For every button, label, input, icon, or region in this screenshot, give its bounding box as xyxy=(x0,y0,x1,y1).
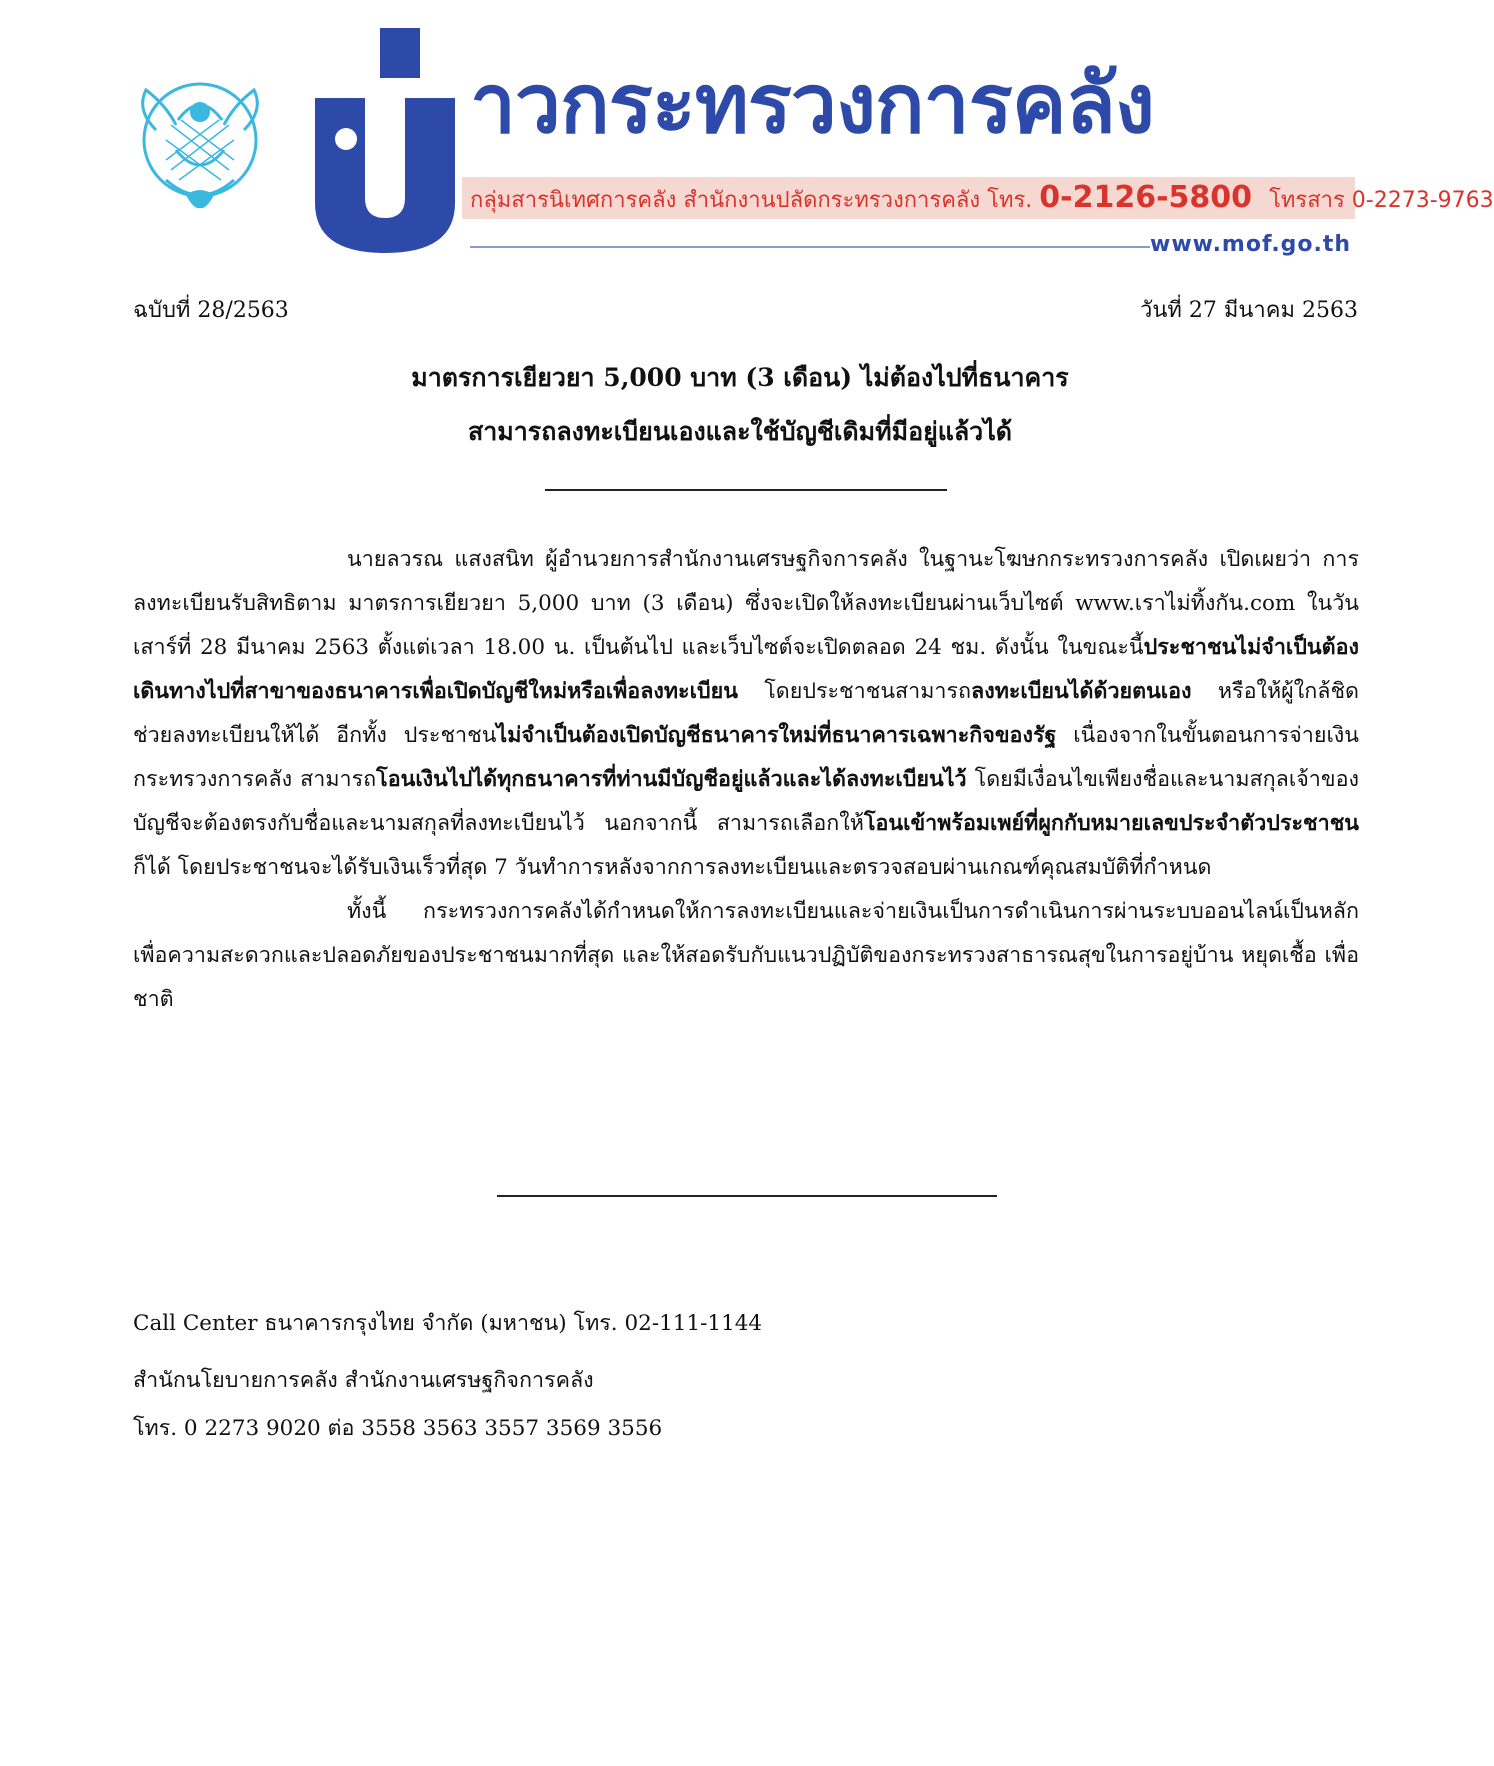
p1-bold-3: ไม่จำเป็นต้องเปิดบัญชีธนาคารใหม่ที่ธนาคารเฉพาะกิจของรัฐ xyxy=(496,723,1057,748)
article-body xyxy=(133,538,1359,1022)
paragraph-1 xyxy=(133,538,1359,890)
masthead-initial xyxy=(310,28,460,253)
headline-rule xyxy=(545,489,947,491)
issue-number: ฉบับที่ 28/2563 xyxy=(133,298,289,323)
headline-line-2: สามารถลงทะเบียนเองและใช้บัญชีเดิมที่มีอยู่แล้วได้ xyxy=(467,417,1013,446)
masthead-phone: 0-2126-5800 xyxy=(1039,180,1253,215)
p1-text-3: หรือให้ผู้ใกล้ชิดช่วยลงทะเบียนให้ได้ อีกทั้ง ประชาชน xyxy=(133,679,1359,748)
p1-bold-1: ประชาชนไม่จำเป็นต้องเดินทางไปที่สาขาของธนาคารเพื่อเปิดบัญชีใหม่หรือเพื่อลงทะเบียน xyxy=(133,635,1359,704)
masthead-title xyxy=(470,57,1154,152)
headline-line-1: มาตรการเยียวยา 5,000 บาท (3 เดือน) ไม่ต้องไปที่ธนาคาร xyxy=(411,363,1069,392)
paragraph-2: ทั้งนี้ กระทรวงการคลังได้กำหนดให้การลงทะเบียนและจ่ายเงินเป็นการดำเนินการผ่านระบบออนไลน์เป็นหลัก เพื่อความสะดวกและปลอดภัยของประชาชนมากที่สุด และให้สอดรับกับแนวปฏิบัติของกระทรวงสาธารณสุขในการอยู่บ้าน หยุดเชื้อ เพื่อชาติ xyxy=(133,899,1359,1012)
masthead-website: www.mof.go.th xyxy=(1150,232,1352,257)
p1-bold-4: โอนเงินไปได้ทุกธนาคารที่ท่านมีบัญชีอยู่แล้วและได้ลงทะเบียนไว้ xyxy=(376,767,967,792)
call-center-contact: Call Center ธนาคารกรุงไทย จำกัด (มหาชน) โทร. 02-111-1144 xyxy=(133,1311,763,1336)
p1-text-4: เนื่องจากในขั้นตอนการจ่ายเงิน กระทรวงการคลัง สามารถ xyxy=(133,723,1359,792)
p1-bold-2: ลงทะเบียนได้ด้วยตนเอง xyxy=(971,679,1192,704)
p1-bold-5: โอนเข้าพร้อมเพย์ที่ผูกกับหมายเลขประจำตัวประชาชน xyxy=(863,811,1359,836)
p1-text-2: โดยประชาชนสามารถ xyxy=(737,679,972,704)
ministry-emblem-icon xyxy=(126,70,274,218)
masthead-initial-text xyxy=(310,28,311,29)
masthead-logo-text xyxy=(0,0,9,1)
masthead-title-text: าวกระทรวงการคลัง xyxy=(470,57,1154,152)
closing-rule xyxy=(497,1195,997,1197)
masthead-contact-prefix: กลุ่มสารนิเทศการคลัง สำนักงานปลัดกระทรวงการคลัง โทร. xyxy=(470,188,1033,213)
p1-text-5: โดยมีเงื่อนไขเพียงชื่อและนามสกุลเจ้าของบัญชีจะต้องตรงกับชื่อและนามสกุลที่ลงทะเบียนไว้ นอกจากนี้ สามารถเลือกให้ xyxy=(133,767,1359,836)
release-date: วันที่ 27 มีนาคม 2563 xyxy=(1140,298,1358,323)
masthead-contact-bar xyxy=(462,177,1494,219)
p1-text-6: ก็ได้ โดยประชาชนจะได้รับเงินเร็วที่สุด 7 วันทำการหลังจากการลงทะเบียนและตรวจสอบผ่านเกณฑ์คุณสมบัติที่กำหนด xyxy=(133,855,1212,880)
p1-text-1: นายลวรณ แสงสนิท ผู้อำนวยการสำนักงานเศรษฐกิจการคลัง ในฐานะโฆษกกระทรวงการคลัง เปิดเผยว่า การลงทะเบียนรับสิทธิตาม มาตรการเยียวยา 5,000 บาท (3 เดือน) ซึ่งจะเปิดให้ลงทะเบียนผ่านเว็บไซต์ www.เราไม่ทิ้งกัน.com ในวันเสาร์ที่ 28 มีนาคม 2563 ตั้งแต่เวลา 18.00 น. เป็นต้นไป และเว็บไซต์จะเปิดตลอด 24 ชม. ดังนั้น ในขณะนี้ xyxy=(133,547,1359,660)
office-name: สำนักนโยบายการคลัง สำนักงานเศรษฐกิจการคลัง xyxy=(133,1368,594,1393)
masthead-divider xyxy=(470,246,1150,248)
masthead-fax: โทรสาร 0-2273-9763 xyxy=(1269,188,1494,213)
office-phones: โทร. 0 2273 9020 ต่อ 3558 3563 3557 3569 3556 xyxy=(133,1416,663,1441)
